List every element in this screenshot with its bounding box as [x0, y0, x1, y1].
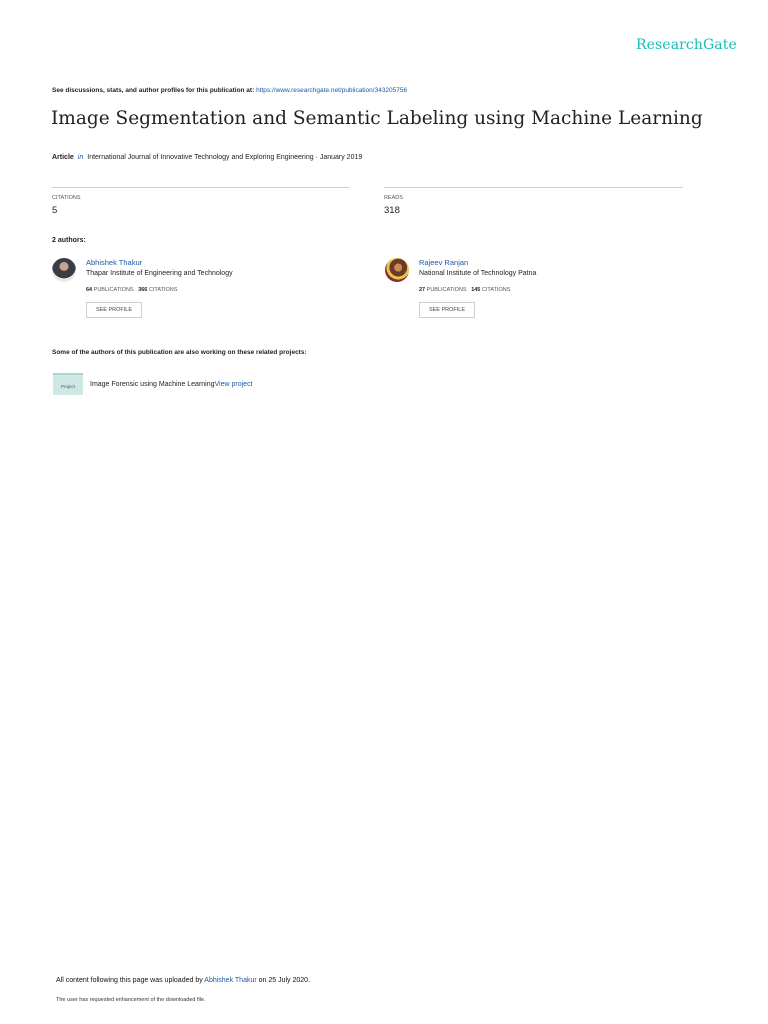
discussion-text: See discussions, stats, and author profiles for this publication at:	[52, 87, 255, 94]
journal-name: International Journal of Innovative Technology and Exploring Engineering · January 2019	[87, 154, 363, 161]
related-projects-heading: Some of the authors of this publication are also working on these related projects:	[52, 349, 307, 356]
article-type: Article	[52, 154, 74, 161]
upload-suffix: on 25 July 2020.	[258, 977, 311, 984]
divider-left	[52, 187, 350, 188]
publications-count: 64	[86, 287, 93, 293]
reads-label: READS	[384, 195, 403, 201]
author-stats	[86, 287, 177, 293]
citations-value: 5	[52, 205, 58, 216]
author-affiliation: Thapar Institute of Engineering and Technology	[86, 270, 233, 277]
author-affiliation: National Institute of Technology Patna	[419, 270, 537, 277]
author-stats	[419, 287, 510, 293]
publications-count: 27	[419, 287, 426, 293]
publications-label: PUBLICATIONS	[426, 287, 467, 293]
author-name-link[interactable]: Rajeev Ranjan	[419, 258, 469, 267]
publication-url-link[interactable]: https://www.researchgate.net/publication/343205756	[256, 87, 408, 94]
reads-value: 318	[384, 205, 400, 216]
see-profile-button[interactable]: SEE PROFILE	[86, 302, 142, 318]
upload-prefix: All content following this page was uploaded by	[56, 977, 203, 984]
authors-heading: 2 authors:	[52, 237, 86, 244]
in-label: in	[77, 154, 84, 161]
see-profile-button[interactable]: SEE PROFILE	[419, 302, 475, 318]
discussion-line	[52, 87, 407, 94]
enhancement-note: The user has requested enhancement of the downloaded file.	[56, 997, 206, 1003]
view-project-link[interactable]: View project	[214, 381, 253, 388]
publications-label: PUBLICATIONS	[93, 287, 134, 293]
project-entry	[90, 381, 253, 388]
author-name-link[interactable]: Abhishek Thakur	[86, 258, 143, 267]
researchgate-logo[interactable]: ResearchGate	[636, 37, 737, 53]
citations-label: CITATIONS	[148, 287, 178, 293]
citations-label: CITATIONS	[52, 195, 81, 201]
upload-note	[56, 977, 310, 984]
citations-count: 145	[471, 287, 481, 293]
divider-right	[384, 187, 683, 188]
project-name: Image Forensic using Machine Learning	[90, 381, 215, 388]
citations-label: CITATIONS	[481, 287, 511, 293]
uploader-link[interactable]: Abhishek Thakur	[204, 977, 257, 984]
avatar[interactable]	[52, 258, 76, 282]
page-title: Image Segmentation and Semantic Labeling using Machine Learning	[51, 108, 703, 129]
citations-count: 366	[138, 287, 148, 293]
project-icon: Project	[53, 373, 83, 395]
publication-meta	[52, 154, 362, 161]
avatar[interactable]	[385, 258, 409, 282]
